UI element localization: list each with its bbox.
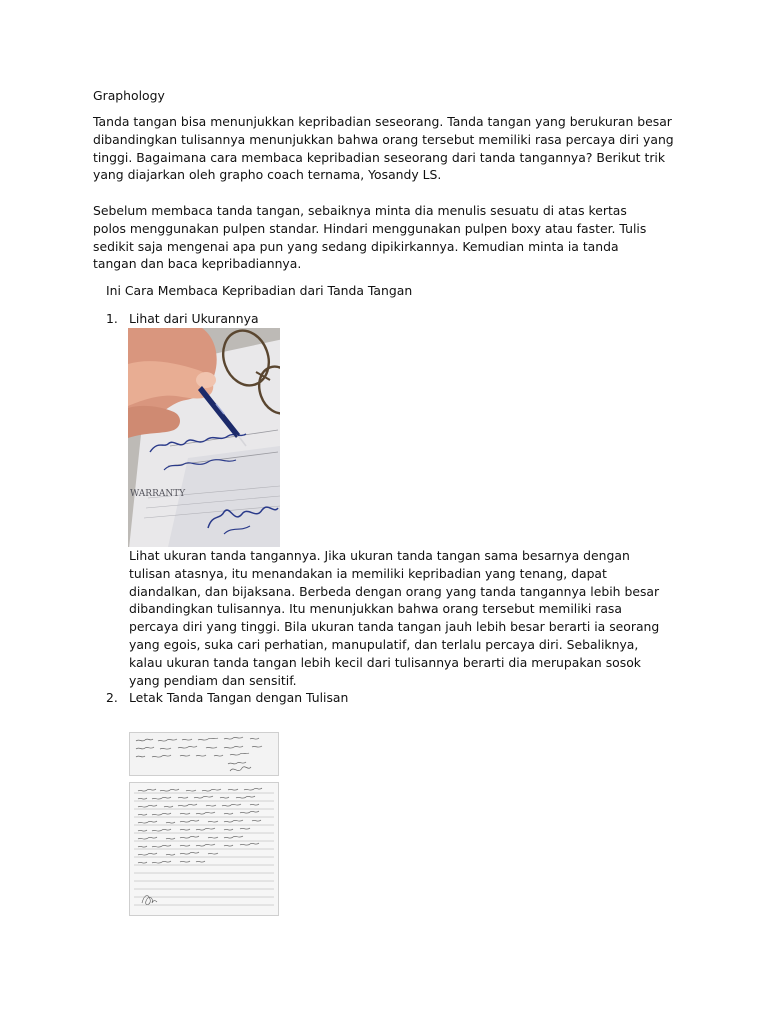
item-1-body: Lihat ukuran tanda tangannya. Jika ukuran tanda tangan sama besarnya dengan tulisan atasnya, itu menandakan ia memiliki kepribadian yang tenang, dapat diandalkan, dan bijaksana. Berbeda dengan orang yang tanda tangannya lebih besar dibandingkan tulisannya. Itu menunjukkan bahwa orang tersebut memiliki rasa percaya diri yang tinggi. Bila ukuran tanda tangan jauh lebih besar berarti ia seorang yang egois, suka cari perhatian, manupulatif, dan terlalu percaya diri. Sebaliknya, kalau ukuran tanda tangan lebih kecil dari tulisannya berarti dia merupakan sosok yang pendiam dan sensitif. xyxy=(129,548,660,688)
signing-document-photo xyxy=(128,328,280,547)
handwriting-sample-small xyxy=(129,732,279,776)
list-item-number: 1. xyxy=(106,311,118,326)
document-title: Graphology xyxy=(93,88,165,103)
list-item-number: 2. xyxy=(106,690,118,705)
handwriting-sample-small-illustration xyxy=(130,733,278,775)
signing-photo-illustration xyxy=(128,328,280,547)
photo-warranty-text: WARRANTY xyxy=(130,489,186,499)
section-heading: Ini Cara Membaca Kepribadian dari Tanda Tangan xyxy=(106,283,413,298)
list-item-label: Lihat dari Ukurannya xyxy=(129,311,259,326)
handwriting-sample-large xyxy=(129,782,279,916)
second-paragraph: Sebelum membaca tanda tangan, sebaiknya minta dia menulis sesuatu di atas kertas polos menggunakan pulpen standar. Hindari menggunakan pulpen boxy atau faster. Tulis sedikit saja mengenai apa pun yang sedang dipikirkannya. Kemudian minta ia tanda tangan dan baca kepribadiannya. xyxy=(93,203,647,272)
list-item-label: Letak Tanda Tangan dengan Tulisan xyxy=(129,690,349,705)
intro-paragraph: Tanda tangan bisa menunjukkan kepribadian seseorang. Tanda tangan yang berukuran besar dibandingkan tulisannya menunjukkan bahwa orang tersebut memiliki rasa percaya diri yang tinggi. Bagaimana cara membaca kepribadian seseorang dari tanda tangannya? Berikut trik yang diajarkan oleh grapho coach ternama, Yosandy LS. xyxy=(93,114,674,183)
handwriting-sample-large-illustration xyxy=(130,783,278,915)
